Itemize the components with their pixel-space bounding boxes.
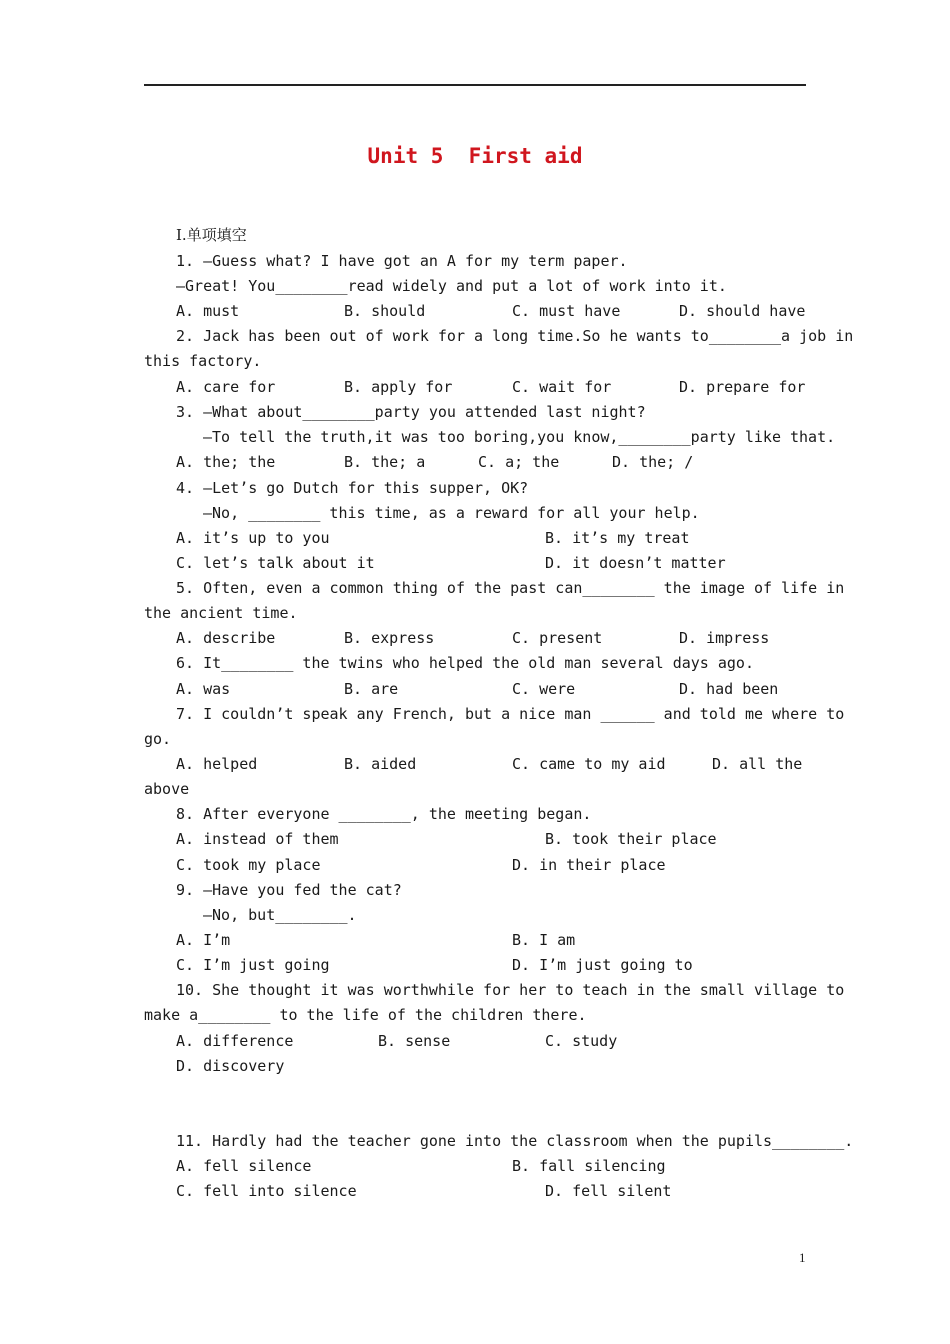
q1-option-d: D. should have <box>679 302 806 320</box>
question-4-reply: —No, ________ this time, as a reward for all your help. <box>203 504 700 522</box>
q3-option-b: B. the; a <box>344 453 426 471</box>
q2-option-c: C. wait for <box>512 378 612 396</box>
question-10-stem: 10. She thought it was worthwhile for her to teach in the small village to <box>176 981 845 999</box>
question-10-stem-cont: make a________ to the life of the children there. <box>144 1006 587 1024</box>
q5-option-c: C. present <box>512 629 603 647</box>
q5-option-d: D. impress <box>679 629 770 647</box>
question-3-reply: —To tell the truth,it was too boring,you know,________party like that. <box>203 428 836 446</box>
question-1-reply: —Great! You________read widely and put a lot of work into it. <box>176 277 727 295</box>
question-8-stem: 8. After everyone ________, the meeting began. <box>176 805 592 823</box>
q4-option-a: A. it’s up to you <box>176 529 330 547</box>
q7-option-d: D. all the <box>712 755 803 773</box>
question-5-stem: 5. Often, even a common thing of the past can________ the image of life in <box>176 579 845 597</box>
q11-option-d: D. fell silent <box>545 1182 672 1200</box>
q7-option-c: C. came to my aid <box>512 755 666 773</box>
q2-option-b: B. apply for <box>344 378 453 396</box>
q3-option-d: D. the; / <box>612 453 694 471</box>
q9-option-d: D. I’m just going to <box>512 956 693 974</box>
q7-option-d-cont: above <box>144 780 190 798</box>
question-4-stem: 4. —Let’s go Dutch for this supper, OK? <box>176 479 529 497</box>
section-heading: Ⅰ.单项填空 <box>176 226 247 244</box>
q10-option-a: A. difference <box>176 1032 294 1050</box>
question-7-stem: 7. I couldn’t speak any French, but a nice man ______ and told me where to <box>176 705 845 723</box>
q10-option-d: D. discovery <box>176 1057 285 1075</box>
question-9-stem: 9. —Have you fed the cat? <box>176 881 402 899</box>
q7-option-a: A. helped <box>176 755 258 773</box>
q9-option-b: B. I am <box>512 931 576 949</box>
q5-option-a: A. describe <box>176 629 276 647</box>
q2-option-d: D. prepare for <box>679 378 806 396</box>
q8-option-d: D. in their place <box>512 856 666 874</box>
q8-option-b: B. took their place <box>545 830 717 848</box>
q7-option-b: B. aided <box>344 755 417 773</box>
q11-option-b: B. fall silencing <box>512 1157 666 1175</box>
q4-option-d: D. it doesn’t matter <box>545 554 726 572</box>
q11-option-c: C. fell into silence <box>176 1182 357 1200</box>
header-rule <box>144 84 806 86</box>
question-9-reply: —No, but________. <box>203 906 357 924</box>
q5-option-b: B. express <box>344 629 435 647</box>
question-7-stem-cont: go. <box>144 730 172 748</box>
question-2-stem: 2. Jack has been out of work for a long time.So he wants to________a job in <box>176 327 854 345</box>
question-1-stem: 1. —Guess what? I have got an A for my term paper. <box>176 252 628 270</box>
q10-option-c: C. study <box>545 1032 618 1050</box>
q1-option-c: C. must have <box>512 302 621 320</box>
question-3-stem: 3. —What about________party you attended last night? <box>176 403 646 421</box>
q2-option-a: A. care for <box>176 378 276 396</box>
q8-option-c: C. took my place <box>176 856 321 874</box>
question-2-stem-cont: this factory. <box>144 352 262 370</box>
q10-option-b: B. sense <box>378 1032 451 1050</box>
question-5-stem-cont: the ancient time. <box>144 604 298 622</box>
question-6-stem: 6. It________ the twins who helped the old man several days ago. <box>176 654 754 672</box>
page-number: 1 <box>799 1250 806 1265</box>
question-11-stem: 11. Hardly had the teacher gone into the classroom when the pupils________. <box>176 1132 854 1150</box>
q6-option-a: A. was <box>176 680 231 698</box>
q8-option-a: A. instead of them <box>176 830 339 848</box>
q4-option-b: B. it’s my treat <box>545 529 690 547</box>
q6-option-d: D. had been <box>679 680 779 698</box>
q9-option-c: C. I’m just going <box>176 956 330 974</box>
q3-option-c: C. a; the <box>478 453 560 471</box>
q6-option-c: C. were <box>512 680 576 698</box>
q1-option-a: A. must <box>176 302 240 320</box>
q1-option-b: B. should <box>344 302 426 320</box>
q4-option-c: C. let’s talk about it <box>176 554 375 572</box>
page-title: Unit 5 First aid <box>367 144 583 168</box>
q9-option-a: A. I’m <box>176 931 231 949</box>
q6-option-b: B. are <box>344 680 399 698</box>
q11-option-a: A. fell silence <box>176 1157 312 1175</box>
q3-option-a: A. the; the <box>176 453 276 471</box>
